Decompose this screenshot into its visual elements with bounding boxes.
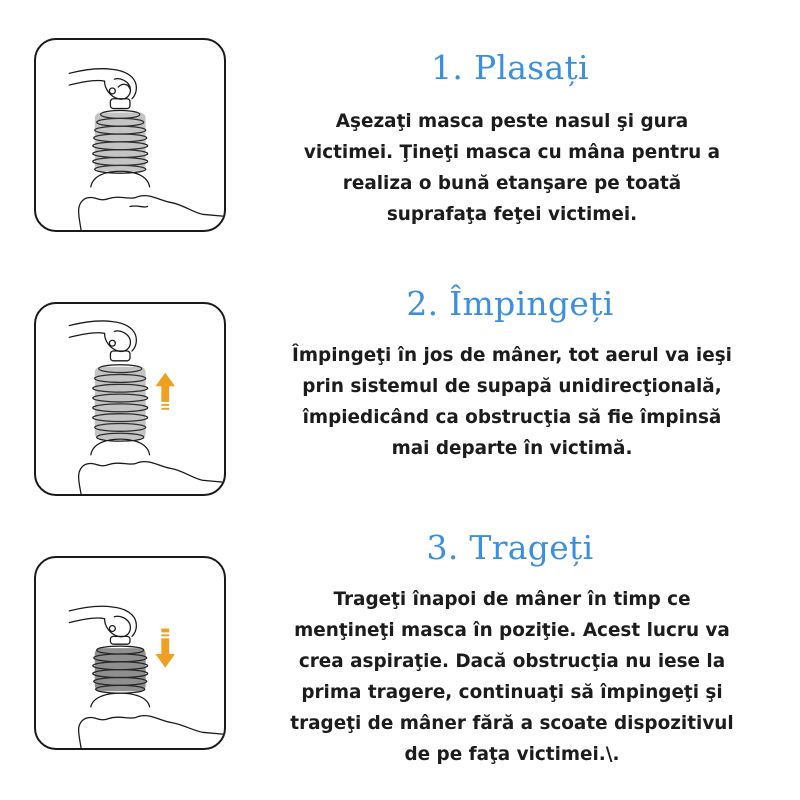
device-placed-illustration — [36, 40, 224, 230]
step-2-illustration-frame — [34, 302, 226, 496]
device-pull-illustration — [36, 558, 224, 748]
step-2-title: 2. Împingeți — [406, 284, 614, 323]
arrow-up-icon — [155, 373, 175, 410]
step-3-title: 3. Trageți — [426, 528, 594, 567]
step-1-title: 1. Plasați — [431, 48, 589, 87]
step-3-illustration-frame — [34, 556, 226, 750]
step-2-description: Împingeţi în jos de mâner, tot aerul va ieşi prin sistemul de supapă unidirecţională, împiedicând ca obstrucţia să fie împinsă mai departe în victimă. — [292, 345, 732, 459]
arrow-down-icon — [155, 629, 175, 668]
step-3-description: Trageţi înapoi de mâner în timp ce menţineţi masca în poziţie. Acest lucru va crea aspiraţie. Dacă obstrucţia nu iese la prima tragere, continuaţi să împingeţi şi trageţi de mâner fără a scoate dispozitivul de pe faţa victimei.\. — [290, 589, 734, 765]
step-1-illustration-frame — [34, 38, 226, 232]
step-1-description: Aşezaţi masca peste nasul şi gura victimei. Ţineţi masca cu mâna pentru a realiza o bună etanşare pe toată suprafaţa feţei victimei. — [303, 111, 721, 225]
device-push-illustration — [36, 304, 224, 494]
